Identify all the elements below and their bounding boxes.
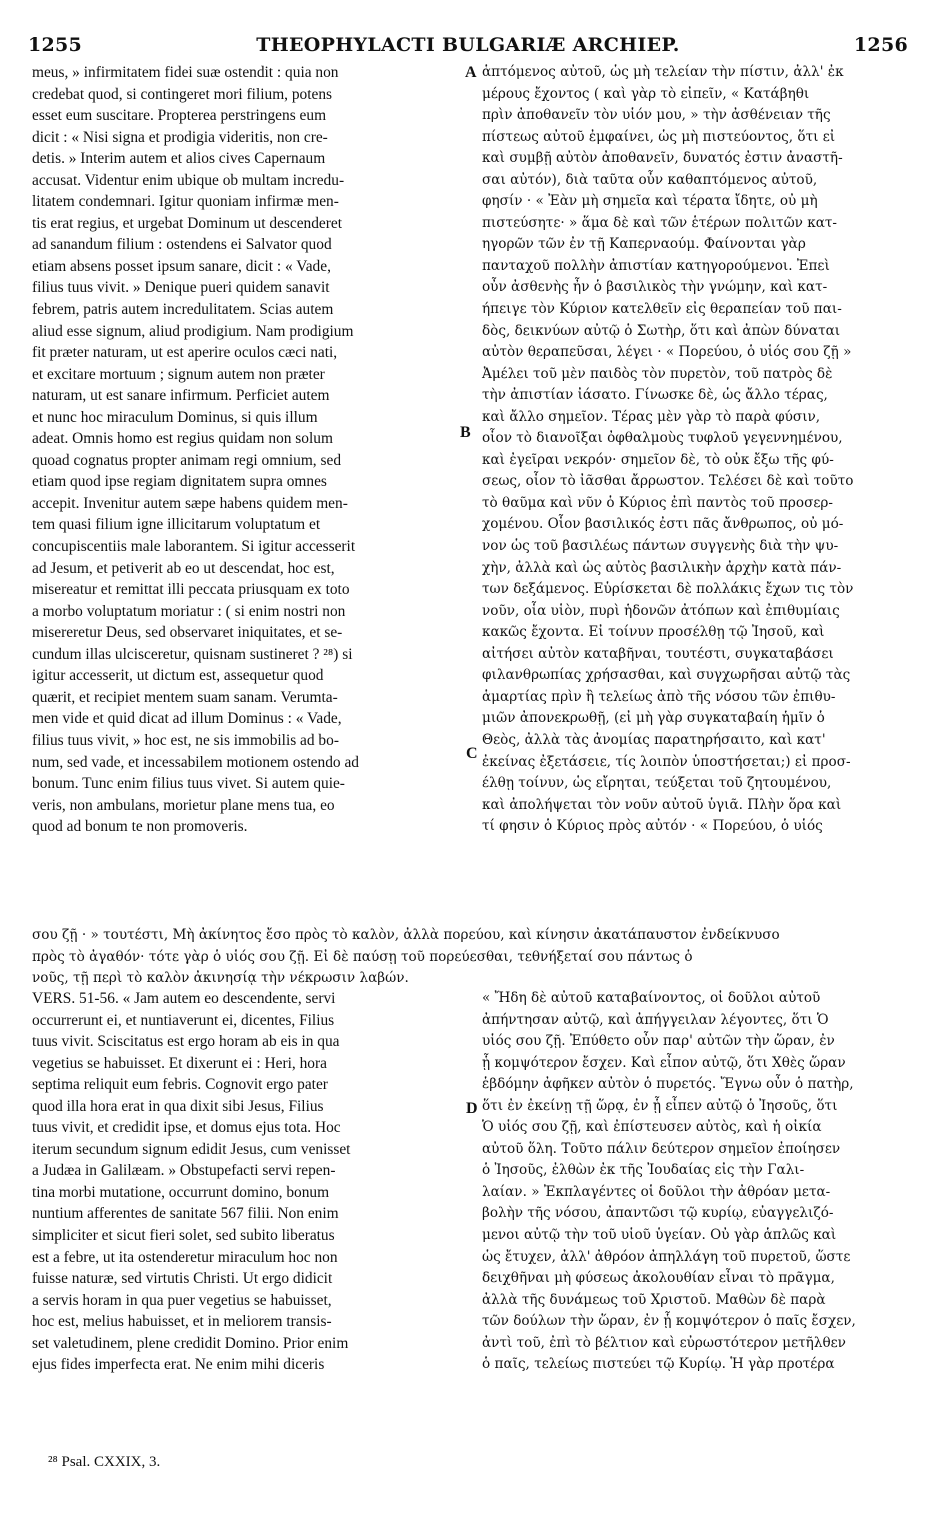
greek-text-line: τὸ θαῦμα καὶ νῦν ὁ Κύριος ἐπὶ παντὸς τοῦ προσερ- <box>482 494 833 511</box>
latin-text-line: misereretur Deus, sed observaret iniquitates, et se- <box>32 624 343 642</box>
greek-text-line: καὶ ἀπολήψεται τὸν νοῦν αὐτοῦ ὑγιᾶ. Πλὴν ὅρα καὶ <box>482 796 842 813</box>
latin-text-line: nuntium afferentes de sanitate 567 filii. Non enim <box>32 1205 339 1223</box>
greek-text-line: ᾗ κομψότερον ἔσχεν. Καὶ εἶπον αὐτῷ, ὅτι Χθὲς ὥραν <box>482 1054 846 1071</box>
greek-text-line: αὐτὸν θεραπεῦσαι, λέγει · « Πορεύου, ὁ υἱός σου ζῇ » <box>482 344 852 361</box>
greek-text-line: έλθῃ τοίνυν, ὡς εἴρηται, τεύξεται τοῦ ζητουμένου, <box>482 775 832 792</box>
latin-text-line: tuus vivit. Sciscitatus est ergo horam ab eis in qua <box>32 1033 340 1051</box>
margin-letter-a: A <box>465 64 477 81</box>
greek-text-line: Ἀμέλει τοῦ μὲν παιδὸς τὸν πυρετὸν, τοῦ πατρὸς δὲ <box>482 365 833 382</box>
greek-text-line: δὸς, δεικνύων αὐτῷ ὁ Σωτὴρ, ὅτι καὶ ἀπὼν δύναται <box>482 322 841 339</box>
latin-text-line: a morbo voluptatum moriatur : ( si enim nostri non <box>32 602 346 620</box>
latin-text-line: dicit : « Nisi signa et prodigia videritis, non cre- <box>32 128 328 146</box>
latin-text-line: set valetudinem, plene credidit Domino. Prior enim <box>32 1334 349 1352</box>
greek-text-line: Θεὸς, ἀλλὰ τὰς ἀνομίας παρατηρήσαιτο, καὶ κατ' <box>482 731 826 748</box>
latin-text-line: accusat. Videntur enim ubique ob multam incredu- <box>32 171 345 189</box>
greek-text-line: ὁ Ἰησοῦς, ἐλθὼν ἐκ τῆς Ἰουδαίας εἰς τὴν Γαλι- <box>482 1162 805 1179</box>
greek-text-line: ἁπτόμενος αὐτοῦ, ὡς μὴ τελείαν τὴν πίστιν, ἀλλ' ἐκ <box>482 64 844 80</box>
latin-text-line: concupiscentiis male laborantem. Si igitur accesserit <box>32 538 356 556</box>
latin-text-line: filius tuus vivit, » hoc est, ne sis immobilis ad bo- <box>32 731 339 749</box>
greek-text-line: βολὴν τῆς νόσου, ἀπαντῶσι τῷ κυρίῳ, εὐαγγελιζό- <box>482 1205 834 1222</box>
latin-text-line: ad sanandum filium : ostendens ei Salvator quod <box>32 236 332 254</box>
greek-text-line: μέρους ἔχοντος ( καὶ γὰρ τὸ εἰπεῖν, « Κατάβηθι <box>482 85 810 102</box>
greek-text-line: ἀπήντησαν αὐτῷ, καὶ ἀπήγγειλαν λέγοντες, ὅτι Ὁ <box>482 1011 829 1028</box>
latin-text-line: credebat quod, si contingeret mori filium, potens <box>32 85 333 103</box>
running-title: THEOPHYLACTI BULGARIÆ ARCHIEP. <box>256 34 680 56</box>
latin-text-line: vegetius se habuisset. Et dixerunt ei : Heri, hora <box>32 1054 327 1072</box>
footnote: ²⁸ Psal. CXXIX, 3. <box>48 1454 161 1470</box>
latin-text-line: esset eum suscitare. Propterea perstringens eum <box>32 107 327 125</box>
greek-text-line: καὶ ἐγεῖραι νεκρόν· σημεῖον δὲ, τὸ οὐκ ἔξω τῆς φύ- <box>482 451 834 468</box>
greek-text-line: ἁμαρτίας πρὶν ἢ τελείως ἀπὸ τῆς νόσου τῶν ἐπιθυ- <box>482 688 836 705</box>
latin-text-line: naturam, ut est sanare infirmum. Perficiet autem <box>32 387 330 405</box>
greek-text-line: τῶν δούλων τὴν ὥραν, ἐν ᾗ κομψότερον ὁ παῖς ἔσχεν, <box>482 1313 856 1330</box>
greek-text-line: πιστεύσητε· » ἅμα δὲ καὶ τῶν ἑτέρων πολιτῶν κατ- <box>482 214 838 231</box>
latin-text-line: simpliciter et sicut fieri solet, sed subito liberatus <box>32 1227 335 1245</box>
latin-column-part2 <box>32 988 462 1376</box>
greek-text-line: καὶ συμβῇ αὐτὸν ἀποθανεῖν, δυνατός ἐστιν ἀναστῆ- <box>482 150 843 167</box>
greek-text-line: χὴν, ἀλλὰ καὶ ὡς αὐτὸς βασιλικὴν ἀρχὴν κατὰ πάν- <box>482 559 842 576</box>
latin-text-line: et nunc hoc miraculum Dominus, si quis illum <box>32 408 318 426</box>
margin-letter-c: C <box>466 745 478 762</box>
greek-text-line: ὁ παῖς, τελείως πιστεύει τῷ Κυρίῳ. Ἡ γὰρ προτέρα <box>482 1356 835 1373</box>
greek-text-line: υἱός σου ζῇ. Ἐπύθετο οὖν παρ' αὐτῶν τὴν ὥραν, ἐν <box>482 1033 835 1050</box>
margin-letter-b: B <box>460 424 471 441</box>
greek-text-line: οἷον τὸ διανοῖξαι ὀφθαλμοὺς τυφλοῦ γεγεννημένου, <box>482 430 843 447</box>
latin-text-line: quod ad bonum te non promoveris. <box>32 818 248 836</box>
latin-text-line: cundum illas ulcisceretur, quisnam sustineret ? ²⁸) si <box>32 645 353 663</box>
greek-text-line: οὖν ἀσθενὴς ἦν ὁ βασιλικὸς τὴν γνώμην, καὶ κατ- <box>482 279 828 296</box>
latin-text-line: VERS. 51-56. « Jam autem eo descendente, servi <box>32 990 336 1007</box>
greek-column-part1 <box>482 62 908 838</box>
greek-text-line: ὅτι ἐν ἐκείνῃ τῇ ὥρᾳ, ἐν ᾗ εἶπεν αὐτῷ ὁ Ἰησοῦς, ὅτι <box>482 1097 838 1114</box>
latin-text-line: adeat. Omnis homo est regius quidam non solum <box>32 430 333 448</box>
latin-text-line: febrem, patris autem incredulitatem. Scias autem <box>32 301 334 319</box>
latin-text-line: ad Jesum, et petiverit ab eo ut descendat, hoc est, <box>32 559 335 577</box>
latin-text-line: a servis horam in qua puer vegetius se habuisset, <box>32 1291 332 1309</box>
greek-text-line: πρὸς τὸ ἀγαθόν· τότε γὰρ ὁ υἱός σου ζῇ. Εἰ δὲ παύσῃ τοῦ πορεύεσθαι, τεθνήξεταί σου πάντως ὁ <box>32 948 693 965</box>
latin-text-line: iterum secundum signum edidit Jesus, cum venisset <box>32 1140 351 1158</box>
greek-column-part2 <box>482 988 908 1376</box>
latin-text-line: est a febre, ut ita ostenderetur miraculum hoc non <box>32 1248 338 1266</box>
latin-text-line: filius tuus vivit. » Denique pueri quidem sanavit <box>32 279 330 297</box>
latin-text-line: fit præter naturam, ut est aperire oculos cæci nati, <box>32 344 338 362</box>
greek-text-line: πρὶν ἀποθανεῖν τὸν υἱόν μου, » τὴν ἀσθένειαν τῆς <box>482 107 831 124</box>
greek-text-line: φησίν · « Ἐὰν μὴ σημεῖα καὶ τέρατα ἴδητε, οὐ μὴ <box>482 193 818 210</box>
latin-text-line: quoad cognatus propter animam regi omnium, sed <box>32 451 342 469</box>
greek-text-line: νοῦς, τῇ περὶ τὸ καλὸν ἀκινησίᾳ τὴν νέκρωσιν λαβών. <box>32 970 409 987</box>
page-number-left: 1255 <box>28 34 83 56</box>
page-number-right: 1256 <box>853 34 908 56</box>
latin-text-line: a Judæa in Galilæam. » Obstupefacti servi repen- <box>32 1162 336 1180</box>
greek-text-line: τὴν ἀπιστίαν ἰάσατο. Γίνωσκε δὲ, ὡς ἄλλο τέρας, <box>482 387 828 404</box>
latin-text-line: quærit, et recipiet mentem suam sanam. Verumta- <box>32 688 338 706</box>
greek-text-line: νοῦν, οἷα υἱὸν, πυρὶ ἡδονῶν ἀτόπων καὶ ἐπιθυμίαις <box>482 602 840 619</box>
greek-text-line: των δεξάμενος. Εὑρίσκεται δὲ πολλάκις ἔχων τις τὸν <box>482 581 854 598</box>
greek-text-line: δειχθῆναι μὴ φύσεως ἀκολουθίαν εἶναι τὸ πρᾶγμα, <box>482 1270 835 1287</box>
greek-text-line: μιῶν ἀπονεκρωθῇ, (εἰ μὴ γὰρ συγκαταβαίη ἡμῖν ὁ <box>482 710 825 727</box>
greek-text-line: σαι αὐτόν), διὰ ταῦτα οὖν καθαπτόμενος αὐτοῦ, <box>482 171 818 188</box>
greek-continuation-fullwidth <box>32 925 780 990</box>
latin-text-line: tuus vivit, et credidit ipse, et domus ejus tota. Hoc <box>32 1119 341 1137</box>
latin-text-line: num, sed vade, et incessabilem motionem ostendo ad <box>32 753 359 771</box>
greek-text-line: φιλανθρωπίας χρήσασθαι, καὶ συγχωρῆσαι αὐτῷ τὰς <box>482 667 851 684</box>
latin-text-line: tina morbi mutatione, occurrunt domino, bonum <box>32 1183 330 1201</box>
greek-text-line: ὡς ἔτυχεν, ἀλλ' ἀθρόον ἀπηλλάγη τοῦ πυρετοῦ, ὥστε <box>482 1248 851 1265</box>
latin-text-line: septima reliquit eum febris. Cognovit ergo pater <box>32 1076 328 1094</box>
latin-text-line: etiam absens posset ipsum sanare, dicit : « Vade, <box>32 257 331 275</box>
latin-text-line: et excitare mortuum ; signum autem non præter <box>32 365 325 383</box>
greek-text-line: λαίαν. » Ἐκπλαγέντες οἱ δοῦλοι τὴν ἀθρόαν μετα- <box>482 1183 831 1200</box>
latin-text-line: men vide et quid dicat ad illum Dominus : « Vade, <box>32 710 342 728</box>
greek-text-line: Ὁ υἱός σου ζῇ, καὶ ἐπίστευσεν αὐτὸς, καὶ ἡ οἰκία <box>482 1119 822 1136</box>
greek-text-line: ἐκείνας ἐξετάσειε, τίς λοιπὸν ὑποστήσεται;) εἰ προσ- <box>482 753 851 770</box>
latin-text-line: igitur accesserit, ut dictum est, assequetur quod <box>32 667 324 685</box>
greek-text-line: τί φησιν ὁ Κύριος πρὸς αὐτόν · « Πορεύου, ὁ υἱός <box>482 818 823 835</box>
latin-text-line: detis. » Interim autem et alios cives Capernaum <box>32 150 326 168</box>
greek-text-line: ἑβδόμην ἀφῆκεν αὐτὸν ὁ πυρετός. Ἔγνω οὖν ὁ πατὴρ, <box>482 1076 854 1093</box>
latin-text-line: quod illa hora erat in qua dixit sibi Jesus, Filius <box>32 1097 324 1115</box>
greek-text-line: μενοι αὐτῷ τὴν τοῦ υἱοῦ ὑγείαν. Οὐ γὰρ ἁπλῶς καὶ <box>482 1227 837 1244</box>
greek-text-line: ἀντὶ τοῦ, ἐπὶ τὸ βέλτιον καὶ εὐρωστότερον μετῆλθεν <box>482 1334 846 1351</box>
greek-text-line: σου ζῇ · » τουτέστι, Μὴ ἀκίνητος ἔσο πρὸς τὸ καλὸν, ἀλλὰ πορεύου, καὶ κίνησιν ἀκατάπαυστον ἐνδείκνυσο <box>32 927 780 943</box>
greek-text-line: ηγορῶν τῶν ἐν τῇ Καπερναούμ. Φαίνονται γὰρ <box>482 236 806 253</box>
latin-text-line: tem quasi filium igne illicitarum voluptatum et <box>32 516 321 534</box>
latin-text-line: tis erat regius, et urgebat Dominum ut descenderet <box>32 214 342 232</box>
latin-text-line: etiam quod ipse regiam dignitatem supra omnes <box>32 473 327 491</box>
greek-text-line: καὶ ἄλλο σημεῖον. Τέρας μὲν γὰρ τὸ παρὰ φύσιν, <box>482 408 821 425</box>
latin-text-line: misereatur et remittat illi peccata priusquam ex toto <box>32 581 350 599</box>
latin-column-part1 <box>32 62 462 838</box>
latin-text-line: aliud esse signum, aliud prodigium. Nam prodigium <box>32 322 354 340</box>
greek-text-line: νον ὡς τοῦ βασιλέως πάντων συγγενὴς διὰ τὴν ψυ- <box>482 538 839 555</box>
running-header <box>28 34 908 58</box>
greek-text-line: πίστεως αὐτοῦ ἐμφαίνει, ὡς μὴ πιστεύοντος, ὅτι εἰ <box>482 128 836 145</box>
latin-text-line: meus, » infirmitatem fidei suæ ostendit : quia non <box>32 64 339 81</box>
greek-text-line: αἰτήσει αὐτὸν καταβῆναι, τουτέστι, συγκαταβάσει <box>482 645 834 662</box>
latin-text-line: litatem condemnari. Igitur quoniam infirmæ men- <box>32 193 339 211</box>
greek-text-line: « Ἤδη δὲ αὐτοῦ καταβαίνοντος, οἱ δοῦλοι αὐτοῦ <box>482 990 821 1006</box>
greek-text-line: ἀλλὰ τῆς δυνάμεως τοῦ Χριστοῦ. Μαθὼν δὲ παρὰ <box>482 1291 826 1308</box>
greek-text-line: κακῶς ἔχοντα. Εἰ τοίνυν προσέλθῃ τῷ Ἰησοῦ, καὶ <box>482 624 825 641</box>
latin-text-line: hoc est, melius habuisset, et in meliorem transis- <box>32 1313 332 1331</box>
greek-text-line: σεως, οἷον τὸ ἰᾶσθαι ἄρρωστον. Τελέσει δὲ καὶ τοῦτο <box>482 473 854 490</box>
latin-text-line: accepit. Invenitur autem sæpe habens quidem men- <box>32 494 348 512</box>
latin-text-line: occurrerunt ei, et nuntiaverunt ei, dicentes, Filius <box>32 1011 335 1029</box>
greek-text-line: αὐτοῦ ὅλη. Τοῦτο πάλιν δεύτερον σημεῖον ἐποίησεν <box>482 1140 841 1157</box>
latin-text-line: fuisse naturæ, sed virtutis Christi. Ut ergo didicit <box>32 1270 333 1288</box>
greek-text-line: πανταχοῦ πολλὴν ἀπιστίαν κατηγορούμενοι. Ἐπεὶ <box>482 257 830 274</box>
latin-text-line: ejus fides imperfecta erat. Ne enim mihi diceris <box>32 1356 325 1374</box>
greek-text-line: ήπειγε τὸν Κύριον κατελθεῖν εἰς θεραπείαν τοῦ παι- <box>482 301 842 318</box>
latin-text-line: veris, non ambulans, morietur plane mens tua, eo <box>32 796 335 814</box>
latin-text-line: bonum. Tunc enim filius tuus vivet. Si autem quie- <box>32 775 345 793</box>
margin-letter-d: D <box>466 1100 478 1117</box>
greek-text-line: χομένου. Οἷον βασιλικός ἐστι πᾶς ἄνθρωπος, οὐ μό- <box>482 516 844 533</box>
